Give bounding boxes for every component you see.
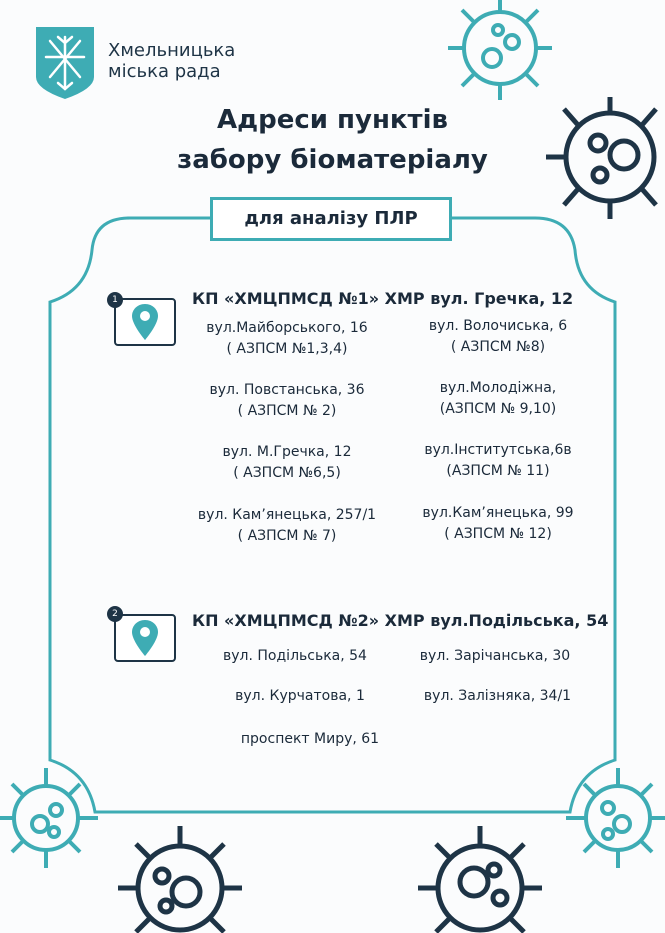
address-note: ( АЗПСМ №1,3,4) (226, 341, 348, 357)
address-street: вул. Курчатова, 1 (235, 688, 365, 704)
location-pin-box (114, 298, 176, 346)
map-pin-icon (116, 616, 174, 660)
address-item (187, 318, 387, 360)
address-item (398, 316, 598, 358)
address-street: вул. Залізняка, 34/1 (423, 688, 572, 704)
address-item (187, 442, 387, 484)
address-item (187, 505, 387, 547)
address-note: ( АЗПСМ № 7) (237, 528, 337, 544)
address-note: ( АЗПСМ № 2) (237, 403, 337, 419)
address-street: вул. М.Гречка, 12 (222, 444, 352, 460)
logo-line-1: Хмельницька (108, 40, 236, 61)
address-item (398, 378, 598, 420)
address-note: ( АЗПСМ №6,5) (233, 465, 341, 481)
title-line-1: Адреси пунктів (216, 105, 448, 135)
address-item (215, 686, 385, 707)
address-street: вул. Зарічанська, 30 (419, 648, 571, 664)
subtitle-text: для аналізу ПЛР (244, 208, 418, 229)
address-street: вул. Волочиська, 6 (428, 318, 568, 334)
address-item (398, 503, 598, 545)
address-street: вул.Інститутська,6в (424, 442, 572, 458)
location-pin-box (114, 614, 176, 662)
virus-icon (438, 0, 563, 105)
section-number-badge: 2 (107, 606, 123, 622)
city-council-name (108, 40, 235, 82)
address-street: вул.Молодіжна, (439, 380, 557, 396)
address-item (210, 729, 410, 750)
city-council-logo (36, 27, 94, 99)
address-note: (АЗПСМ № 11) (446, 463, 550, 479)
title-line-2: забору біоматеріалу (177, 145, 488, 175)
address-street: вул. Подільська, 54 (223, 648, 367, 664)
virus-icon (560, 762, 665, 872)
page-title (0, 100, 665, 180)
section-heading: КП «ХМЦПМСД №1» ХМР вул. Гречка, 12 (192, 289, 574, 308)
virus-icon (0, 762, 105, 872)
address-item (400, 686, 595, 707)
address-item (398, 440, 598, 482)
address-street: проспект Миру, 61 (240, 731, 380, 747)
address-note: ( АЗПСМ №8) (450, 339, 546, 355)
address-item (210, 646, 380, 667)
address-item (187, 380, 387, 422)
section-number-badge: 1 (107, 292, 123, 308)
address-street: вул.Кам’янецька, 99 (422, 505, 574, 521)
subtitle-badge (210, 197, 452, 241)
address-street: вул. Кам’янецька, 257/1 (197, 507, 377, 523)
address-note: (АЗПСМ № 9,10) (439, 401, 557, 417)
logo-line-2: міська рада (108, 61, 221, 82)
address-street: вул.Майборського, 16 (206, 320, 368, 336)
section-heading: КП «ХМЦПМСД №2» ХМР вул.Подільська, 54 (192, 611, 609, 630)
address-note: ( АЗПСМ № 12) (444, 526, 552, 542)
address-item (400, 646, 590, 667)
virus-icon (410, 818, 550, 933)
virus-icon (110, 818, 250, 933)
map-pin-icon (116, 300, 174, 344)
address-street: вул. Повстанська, 36 (209, 382, 365, 398)
